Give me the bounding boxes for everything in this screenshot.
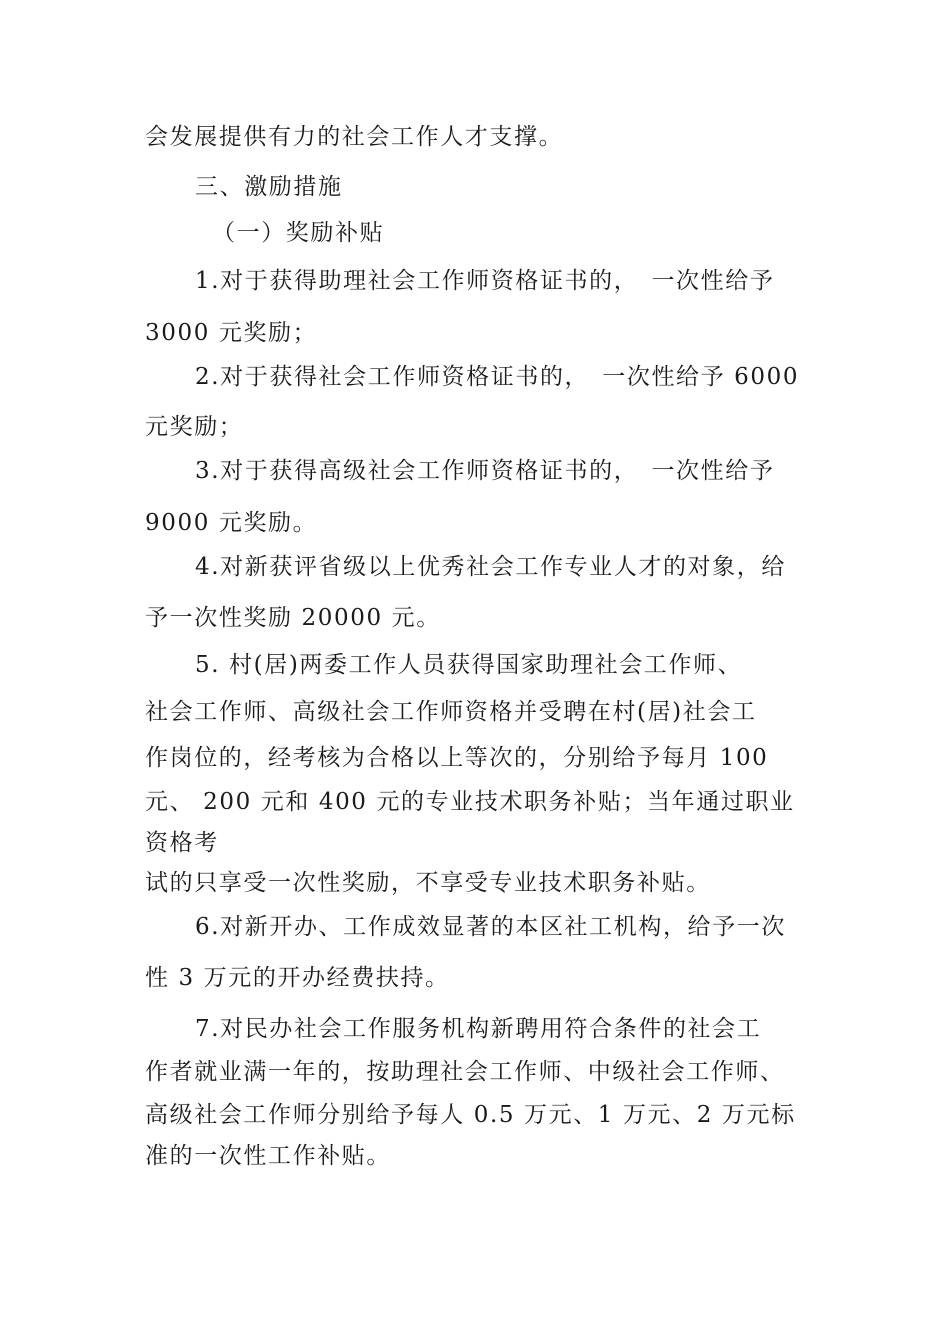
item-1-line: 3000 元奖励；: [145, 320, 318, 346]
item-6-line: 6.对新开办、工作成效显著的本区社工机构，给予一次: [195, 914, 786, 940]
item-2-line: 2.对于获得社会工作师资格证书的， 一次性给予 6000: [195, 364, 800, 390]
item-5-line: 社会工作师、高级社会工作师资格并受聘在村(居)社会工: [145, 699, 757, 725]
item-1-line: 1.对于获得助理社会工作师资格证书的， 一次性给予: [195, 268, 775, 294]
item-3-line: 3.对于获得高级社会工作师资格证书的， 一次性给予: [195, 458, 775, 484]
item-4-line: 予一次性奖励 20000 元。: [145, 605, 441, 631]
item-5-line: 元、 200 元和 400 元的专业技术职务补贴；当年通过职业: [145, 789, 795, 815]
item-2-line: 元奖励；: [145, 414, 244, 440]
item-6-line: 性 3 万元的开办经费扶持。: [145, 965, 450, 991]
item-5-line: 试的只享受一次性奖励，不享受专业技术职务补贴。: [145, 870, 711, 896]
item-7-line: 准的一次性工作补贴。: [145, 1143, 391, 1169]
paragraph-line: 会发展提供有力的社会工作人才支撑。: [145, 124, 564, 150]
section-heading: 三、激励措施: [195, 174, 343, 200]
item-7-line: 作者就业满一年的，按助理社会工作师、中级社会工作师、: [145, 1059, 785, 1085]
item-7-line: 7.对民办社会工作服务机构新聘用符合条件的社会工: [195, 1016, 762, 1042]
item-5-line: 5. 村(居)两委工作人员获得国家助理社会工作师、: [195, 652, 743, 678]
item-5-line: 资格考: [145, 830, 219, 856]
item-7-line: 高级社会工作师分别给予每人 0.5 万元、1 万元、2 万元标: [145, 1102, 796, 1128]
item-3-line: 9000 元奖励。: [145, 510, 318, 536]
item-4-line: 4.对新获评省级以上优秀社会工作专业人才的对象，给: [195, 554, 786, 580]
item-5-line: 作岗位的，经考核为合格以上等次的，分别给予每月 100: [145, 745, 769, 771]
subsection-heading: （一）奖励补贴: [212, 220, 385, 246]
